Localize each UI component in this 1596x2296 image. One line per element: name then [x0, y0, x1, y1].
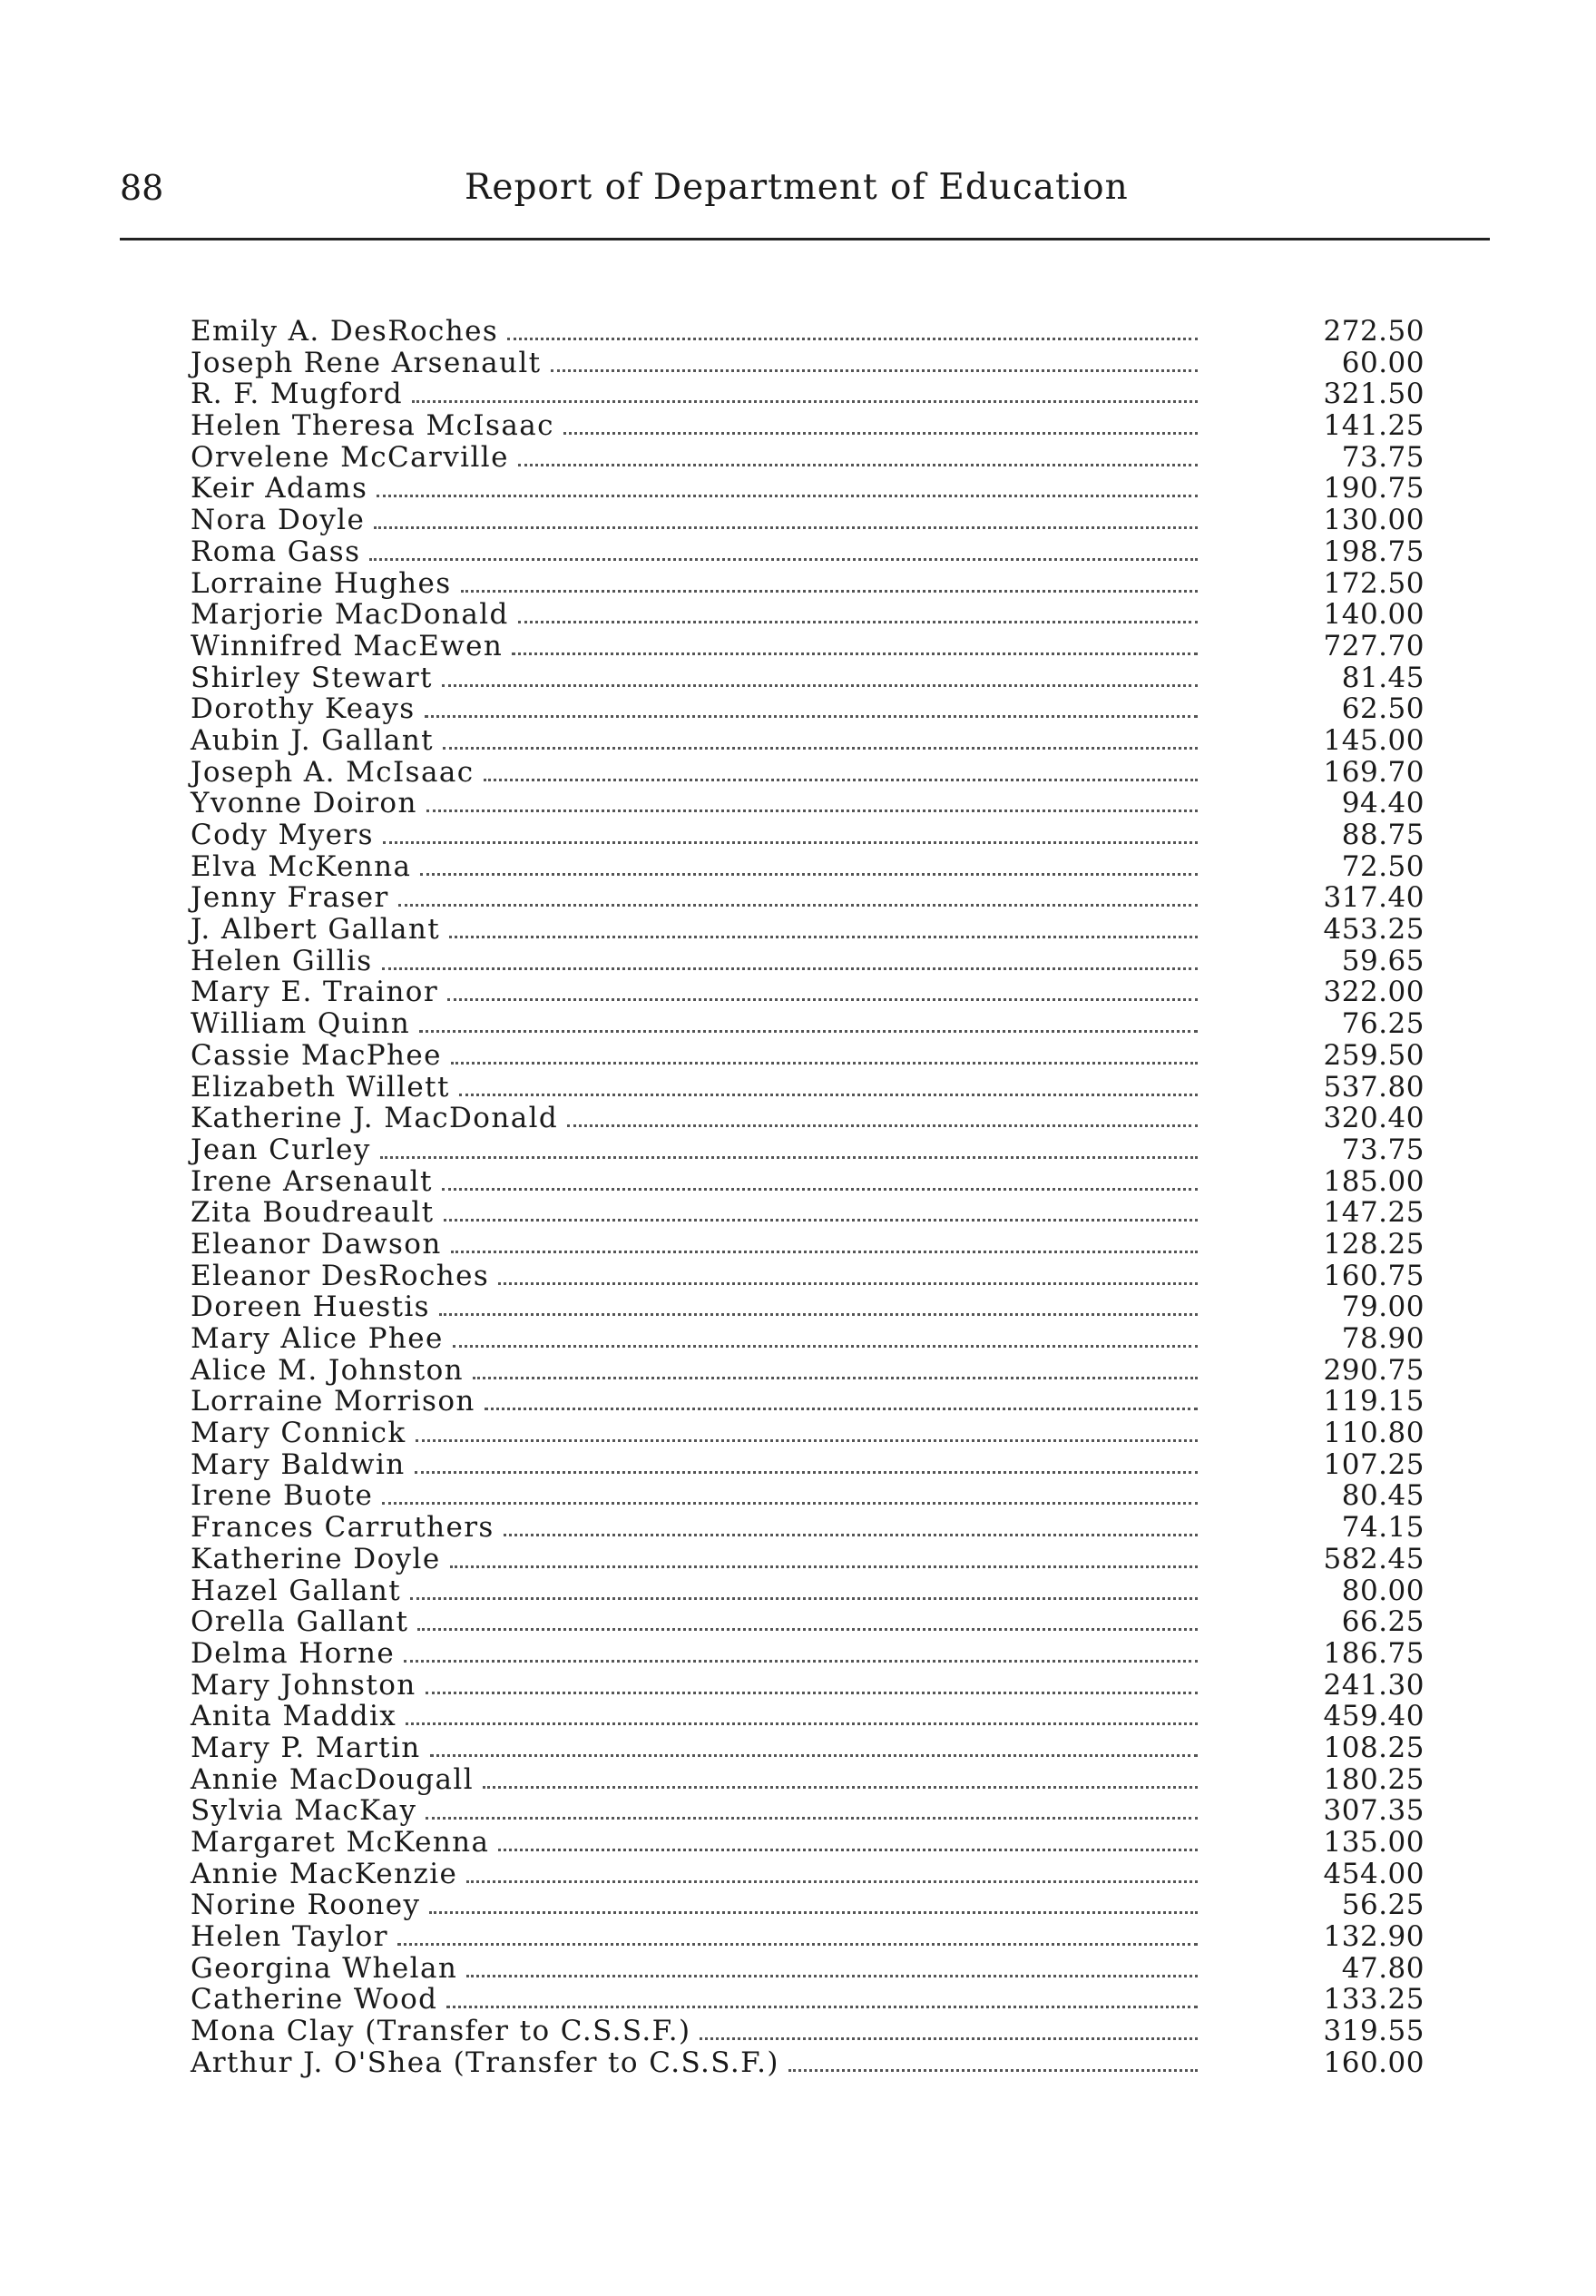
entry-amount: 108.25	[1323, 1731, 1425, 1764]
entry-name: Catherine Wood	[191, 1983, 438, 2016]
entry-name: Mary E. Trainor	[191, 976, 439, 1009]
entry-name: Arthur J. O'Shea (Transfer to C.S.S.F.)	[191, 2046, 779, 2079]
list-item	[191, 851, 1425, 883]
dot-leader	[788, 2069, 1198, 2072]
entry-amount: 537.80	[1323, 1070, 1425, 1104]
list-item	[191, 1827, 1425, 1859]
entry-name: Helen Theresa McIsaac	[191, 409, 554, 443]
entry-name: Norine Rooney	[191, 1889, 421, 1922]
list-item	[191, 757, 1425, 789]
entry-amount: 130.00	[1323, 504, 1425, 537]
entry-name: Anita Maddix	[191, 1700, 397, 1733]
dot-leader	[504, 1534, 1198, 1536]
dot-leader	[700, 2037, 1198, 2040]
list-item	[191, 1889, 1425, 1921]
list-item	[191, 1291, 1425, 1323]
list-item	[191, 1072, 1425, 1104]
list-item	[191, 1323, 1425, 1355]
dot-leader	[426, 1692, 1198, 1694]
list-item	[191, 1512, 1425, 1544]
entry-name: Orvelene McCarville	[191, 440, 509, 474]
entry-name: Marjorie MacDonald	[191, 598, 509, 632]
dot-leader	[453, 1345, 1198, 1348]
entry-amount: 272.50	[1323, 315, 1425, 348]
entry-amount: 119.15	[1323, 1385, 1425, 1418]
dot-leader	[444, 1219, 1199, 1222]
list-item	[191, 1575, 1425, 1607]
entry-name: Cody Myers	[191, 819, 374, 851]
entry-amount: 160.75	[1323, 1259, 1425, 1292]
entry-name: Emily A. DesRoches	[191, 315, 499, 348]
dot-leader	[410, 1597, 1198, 1600]
list-item	[191, 882, 1425, 914]
entry-amount: 110.80	[1323, 1417, 1425, 1450]
entry-amount: 727.70	[1323, 629, 1425, 662]
entry-name: Georgina Whelan	[191, 1951, 458, 1985]
entry-name: Katherine J. MacDonald	[191, 1102, 559, 1135]
list-item	[191, 976, 1425, 1008]
entry-amount: 140.00	[1323, 598, 1425, 632]
list-item	[191, 1732, 1425, 1764]
dot-leader	[512, 652, 1198, 655]
entry-amount: 128.25	[1323, 1227, 1425, 1261]
dot-leader	[398, 904, 1198, 907]
dot-leader	[483, 1786, 1198, 1789]
entry-amount: 133.25	[1323, 1983, 1425, 2016]
list-item	[191, 662, 1425, 694]
list-item	[191, 1544, 1425, 1575]
entry-name: Eleanor DesRoches	[191, 1259, 490, 1292]
entry-name: Elva McKenna	[191, 849, 412, 883]
entry-name: Jean Curley	[191, 1133, 371, 1166]
header-divider	[120, 238, 1490, 240]
dot-leader	[498, 1849, 1198, 1851]
entry-name: Mary Johnston	[191, 1668, 416, 1702]
list-item	[191, 1701, 1425, 1732]
entry-name: Eleanor Dawson	[191, 1227, 442, 1261]
dot-leader	[416, 1439, 1198, 1442]
list-item	[191, 1418, 1425, 1449]
entry-amount: 453.25	[1323, 913, 1425, 947]
entry-name: William Quinn	[191, 1007, 411, 1041]
page-number: 88	[120, 168, 164, 208]
entry-amount: 241.30	[1323, 1668, 1425, 1702]
entry-name: Mary Alice Phee	[191, 1322, 444, 1355]
list-item	[191, 1261, 1425, 1292]
entry-amount: 169.70	[1323, 755, 1425, 789]
entry-name: Katherine Doyle	[191, 1542, 441, 1575]
list-item	[191, 693, 1425, 725]
dot-leader	[397, 1943, 1198, 1946]
list-item	[191, 378, 1425, 410]
entry-amount: 321.50	[1323, 378, 1425, 411]
entry-amount: 320.40	[1323, 1102, 1425, 1135]
list-item	[191, 1449, 1425, 1481]
list-item	[191, 1134, 1425, 1166]
entry-name: Helen Taylor	[191, 1920, 388, 1954]
dot-leader	[382, 1502, 1198, 1505]
entry-amount: 72.50	[1341, 849, 1425, 883]
entry-name: R. F. Mugford	[191, 378, 403, 411]
entry-amount: 78.90	[1341, 1322, 1425, 1355]
entry-name: Margaret McKenna	[191, 1826, 490, 1859]
list-item	[191, 505, 1425, 536]
entry-name: Mona Clay (Transfer to C.S.S.F.)	[191, 2015, 691, 2048]
dot-leader	[507, 338, 1198, 340]
entry-name: Sylvia MacKay	[191, 1794, 417, 1828]
entry-amount: 60.00	[1341, 346, 1425, 379]
entry-name: Helen Gillis	[191, 944, 373, 977]
entry-name: Joseph Rene Arsenault	[191, 346, 542, 379]
entry-name: Elizabeth Willett	[191, 1070, 450, 1104]
entry-name: Aubin J. Gallant	[191, 723, 435, 757]
dot-leader	[461, 590, 1198, 593]
list-item	[191, 1953, 1425, 1985]
list-item	[191, 1103, 1425, 1134]
entry-amount: 66.25	[1341, 1605, 1425, 1639]
dot-leader	[426, 809, 1198, 812]
entry-name: Lorraine Morrison	[191, 1385, 475, 1418]
dot-leader	[377, 495, 1198, 497]
dot-leader	[551, 369, 1198, 372]
dot-leader	[449, 936, 1198, 938]
dot-leader	[382, 967, 1198, 970]
entry-name: Irene Buote	[191, 1479, 374, 1513]
list-item	[191, 914, 1425, 946]
list-item	[191, 410, 1425, 442]
entry-amount: 185.00	[1323, 1164, 1425, 1198]
entry-name: Cassie MacPhee	[191, 1038, 442, 1072]
dot-leader	[430, 1754, 1198, 1757]
entry-name: Jenny Fraser	[191, 881, 389, 915]
entry-name: Winnifred MacEwen	[191, 629, 504, 662]
entry-amount: 73.75	[1341, 440, 1425, 474]
dot-leader	[420, 873, 1198, 876]
entry-amount: 322.00	[1323, 976, 1425, 1009]
list-item	[191, 788, 1425, 819]
dot-leader	[425, 715, 1198, 718]
entry-name: Delma Horne	[191, 1636, 396, 1670]
entry-name: Alice M. Johnston	[191, 1353, 465, 1387]
page-header	[120, 168, 1490, 222]
dot-leader	[518, 621, 1198, 623]
list-item	[191, 631, 1425, 662]
dot-leader	[518, 464, 1198, 466]
list-item	[191, 1197, 1425, 1229]
entry-amount: 79.00	[1341, 1290, 1425, 1324]
dot-leader	[383, 841, 1198, 844]
list-item	[191, 2047, 1425, 2079]
entry-amount: 172.50	[1323, 566, 1425, 600]
entry-name: Dorothy Keays	[191, 692, 416, 726]
entry-amount: 160.00	[1323, 2046, 1425, 2079]
list-item	[191, 1229, 1425, 1261]
list-item	[191, 1764, 1425, 1796]
dot-leader	[567, 1124, 1198, 1127]
dot-leader	[466, 1975, 1198, 1977]
list-item	[191, 1040, 1425, 1072]
dot-leader	[429, 1911, 1198, 1914]
entry-name: Shirley Stewart	[191, 661, 433, 694]
entry-name: Annie MacDougall	[191, 1762, 475, 1796]
list-item	[191, 1921, 1425, 1953]
list-item	[191, 473, 1425, 505]
entry-amount: 180.25	[1323, 1762, 1425, 1796]
entry-amount: 186.75	[1323, 1636, 1425, 1670]
dot-leader	[374, 526, 1198, 529]
entry-amount: 81.45	[1341, 661, 1425, 694]
entry-amount: 73.75	[1341, 1133, 1425, 1166]
entry-name: Mary Connick	[191, 1417, 406, 1450]
list-item	[191, 1859, 1425, 1890]
entry-name: Mary Baldwin	[191, 1447, 406, 1481]
dot-leader	[563, 432, 1198, 435]
dot-leader	[459, 1094, 1198, 1096]
entry-name: Doreen Huestis	[191, 1290, 430, 1324]
list-item	[191, 725, 1425, 757]
dot-leader	[439, 1313, 1198, 1316]
list-item	[191, 1606, 1425, 1638]
dot-leader	[412, 400, 1198, 403]
entry-amount: 459.40	[1323, 1700, 1425, 1733]
list-item	[191, 568, 1425, 600]
list-item	[191, 1638, 1425, 1670]
entry-name: Orella Gallant	[191, 1605, 409, 1639]
dot-leader	[446, 2006, 1198, 2008]
list-item	[191, 819, 1425, 851]
entry-amount: 141.25	[1323, 409, 1425, 443]
dot-leader	[484, 779, 1199, 781]
entry-amount: 307.35	[1323, 1794, 1425, 1828]
entry-name: Keir Adams	[191, 472, 368, 505]
entry-name: Lorraine Hughes	[191, 566, 452, 600]
dot-leader	[451, 1251, 1198, 1253]
entry-amount: 317.40	[1323, 881, 1425, 915]
entry-name: Frances Carruthers	[191, 1511, 494, 1545]
list-item	[191, 348, 1425, 379]
entry-name: Roma Gass	[191, 535, 361, 568]
list-item	[191, 1795, 1425, 1827]
entry-amount: 290.75	[1323, 1353, 1425, 1387]
dot-leader	[473, 1377, 1198, 1379]
entry-list	[191, 316, 1425, 2079]
entry-amount: 88.75	[1341, 819, 1425, 851]
entry-name: Mary P. Martin	[191, 1731, 421, 1764]
list-item	[191, 1480, 1425, 1512]
list-item	[191, 1166, 1425, 1198]
dot-leader	[447, 998, 1198, 1001]
list-item	[191, 1386, 1425, 1418]
entry-amount: 107.25	[1323, 1447, 1425, 1481]
page-title: Report of Department of Education	[465, 167, 1129, 208]
entry-amount: 59.65	[1341, 944, 1425, 977]
dot-leader	[404, 1660, 1198, 1663]
entry-amount: 94.40	[1341, 787, 1425, 820]
list-item	[191, 1670, 1425, 1702]
dot-leader	[466, 1880, 1198, 1883]
dot-leader	[442, 1188, 1198, 1191]
entry-amount: 147.25	[1323, 1196, 1425, 1230]
entry-name: Hazel Gallant	[191, 1574, 402, 1607]
entry-amount: 319.55	[1323, 2015, 1425, 2048]
entry-amount: 80.00	[1341, 1574, 1425, 1607]
entry-amount: 62.50	[1341, 692, 1425, 726]
entry-amount: 190.75	[1323, 472, 1425, 505]
entry-name: Zita Boudreault	[191, 1196, 435, 1230]
dot-leader	[380, 1156, 1198, 1159]
dot-leader	[451, 1062, 1198, 1065]
entry-name: Nora Doyle	[191, 504, 366, 537]
dot-leader	[419, 1030, 1198, 1033]
list-item	[191, 2016, 1425, 2047]
entry-amount: 582.45	[1323, 1542, 1425, 1575]
entry-amount: 74.15	[1341, 1511, 1425, 1545]
list-item	[191, 316, 1425, 348]
entry-name: Joseph A. McIsaac	[191, 755, 475, 789]
dot-leader	[426, 1817, 1198, 1820]
entry-amount: 198.75	[1323, 535, 1425, 568]
entry-amount: 80.45	[1341, 1479, 1425, 1513]
entry-name: J. Albert Gallant	[191, 913, 441, 947]
list-item	[191, 1008, 1425, 1040]
entry-amount: 76.25	[1341, 1007, 1425, 1041]
dot-leader	[442, 684, 1198, 687]
dot-leader	[498, 1282, 1198, 1285]
list-item	[191, 599, 1425, 631]
list-item	[191, 1355, 1425, 1387]
entry-amount: 145.00	[1323, 723, 1425, 757]
entry-amount: 135.00	[1323, 1826, 1425, 1859]
list-item	[191, 1984, 1425, 2016]
entry-amount: 56.25	[1341, 1889, 1425, 1922]
list-item	[191, 946, 1425, 977]
entry-name: Irene Arsenault	[191, 1164, 433, 1198]
dot-leader	[369, 558, 1198, 561]
dot-leader	[417, 1628, 1198, 1631]
dot-leader	[485, 1408, 1198, 1410]
list-item	[191, 536, 1425, 568]
entry-name: Annie MacKenzie	[191, 1857, 458, 1890]
dot-leader	[406, 1722, 1198, 1725]
dot-leader	[450, 1565, 1198, 1568]
list-item	[191, 442, 1425, 474]
entry-amount: 132.90	[1323, 1920, 1425, 1954]
entry-amount: 47.80	[1341, 1951, 1425, 1985]
dot-leader	[415, 1471, 1198, 1474]
entry-amount: 259.50	[1323, 1038, 1425, 1072]
entry-amount: 454.00	[1323, 1857, 1425, 1890]
dot-leader	[443, 747, 1198, 750]
entry-name: Yvonne Doiron	[191, 787, 417, 820]
